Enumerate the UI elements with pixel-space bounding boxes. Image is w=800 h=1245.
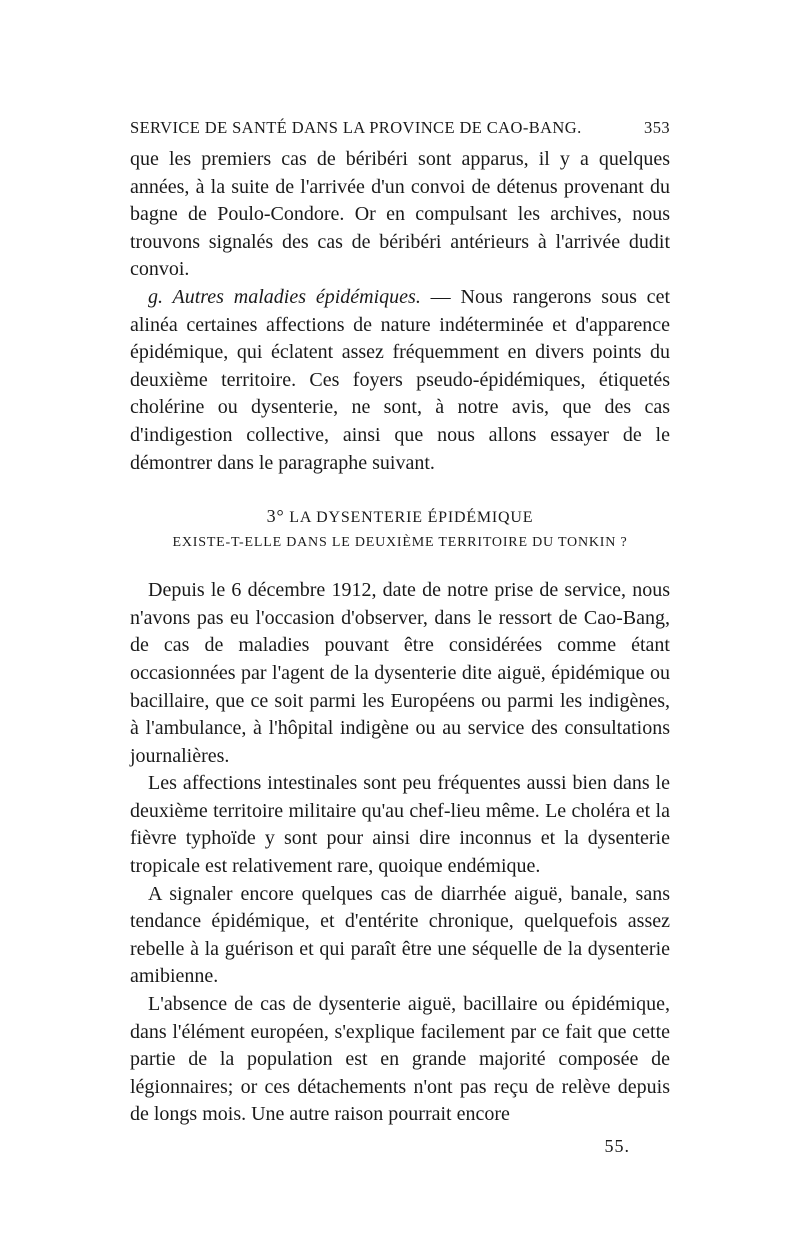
paragraph-other-epidemics-text: Nous rangerons sous cet alinéa certaines affections de nature indéterminée et d'apparence épidémique, qui éclatent assez fréquemment en divers points du deuxième territoire. Ces foyers pseudo-épidémiques, étiquetés cholérine ou dysenterie, ne sont, à notre avis, que des cas d'indigestion collective, ainsi que nous allons essayer de le démontrer dans le paragraphe suivant. [130,285,670,474]
subsection-heading: g. Autres maladies épidémiques. [148,285,421,308]
page-number: 353 [644,118,670,137]
section-title-line1: LA DYSENTERIE ÉPIDÉMIQUE [289,509,534,527]
section-title-line2: EXISTE-T-ELLE DANS LE DEUXIÈME TERRITOIRE DU TONKIN ? [172,535,628,551]
section-number: 3° [266,506,285,527]
em-dash: — [420,285,461,308]
signature-mark: 55. [604,1136,630,1156]
paragraph-other-epidemics [130,284,670,477]
section-heading-line1 [130,503,670,531]
running-title: SERVICE DE SANTÉ DANS LA PROVINCE DE CAO-BANG. [130,118,582,137]
section-heading [130,503,670,555]
paragraph-beriberi: que les premiers cas de béribéri sont apparus, il y a quelques années, à la suite de l'arrivée d'un convoi de détenus provenant du bagne de Poulo-Condore. Or en compulsant les archives, nous trouvons signalés des cas de béribéri antérieurs à l'arrivée dudit convoi. [130,148,670,281]
page-body [130,118,670,1129]
paragraph-since-december: Depuis le 6 décembre 1912, date de notre prise de service, nous n'avons pas eu l'occasion d'observer, dans le ressort de Cao-Bang, de cas de maladies pouvant être considérées comme étant occasionnées par l'agent de la dysenterie dite aiguë, épidémique ou bacillaire, que ce soit parmi les Européens ou parmi les indigènes, à l'ambulance, à l'hôpital indigène ou au service des consultations journalières. [130,579,670,767]
running-head [130,118,670,138]
paragraph-diarrhea: A signaler encore quelques cas de diarrhée aiguë, banale, sans tendance épidémique, et d'entérite chronique, quelquefois assez rebelle à la guérison et qui paraît être une séquelle de la dysenterie amibienne. [130,882,670,988]
paragraph-intestinal-affections: Les affections intestinales sont peu fréquentes aussi bien dans le deuxième territoire militaire qu'au chef-lieu même. Le choléra et la fièvre typhoïde y sont pour ainsi dire inconnus et la dysenterie tropicale est relativement rare, quoique endémique. [130,772,670,878]
paragraph-absence-of-dysentery: L'absence de cas de dysenterie aiguë, bacillaire ou épidémique, dans l'élément européen, s'explique facilement par ce fait que cette partie de la population est en grande majorité composée de légionnaires; or ces détachements n'ont pas reçu de relève depuis de longs mois. Une autre raison pourrait encore [130,993,670,1126]
